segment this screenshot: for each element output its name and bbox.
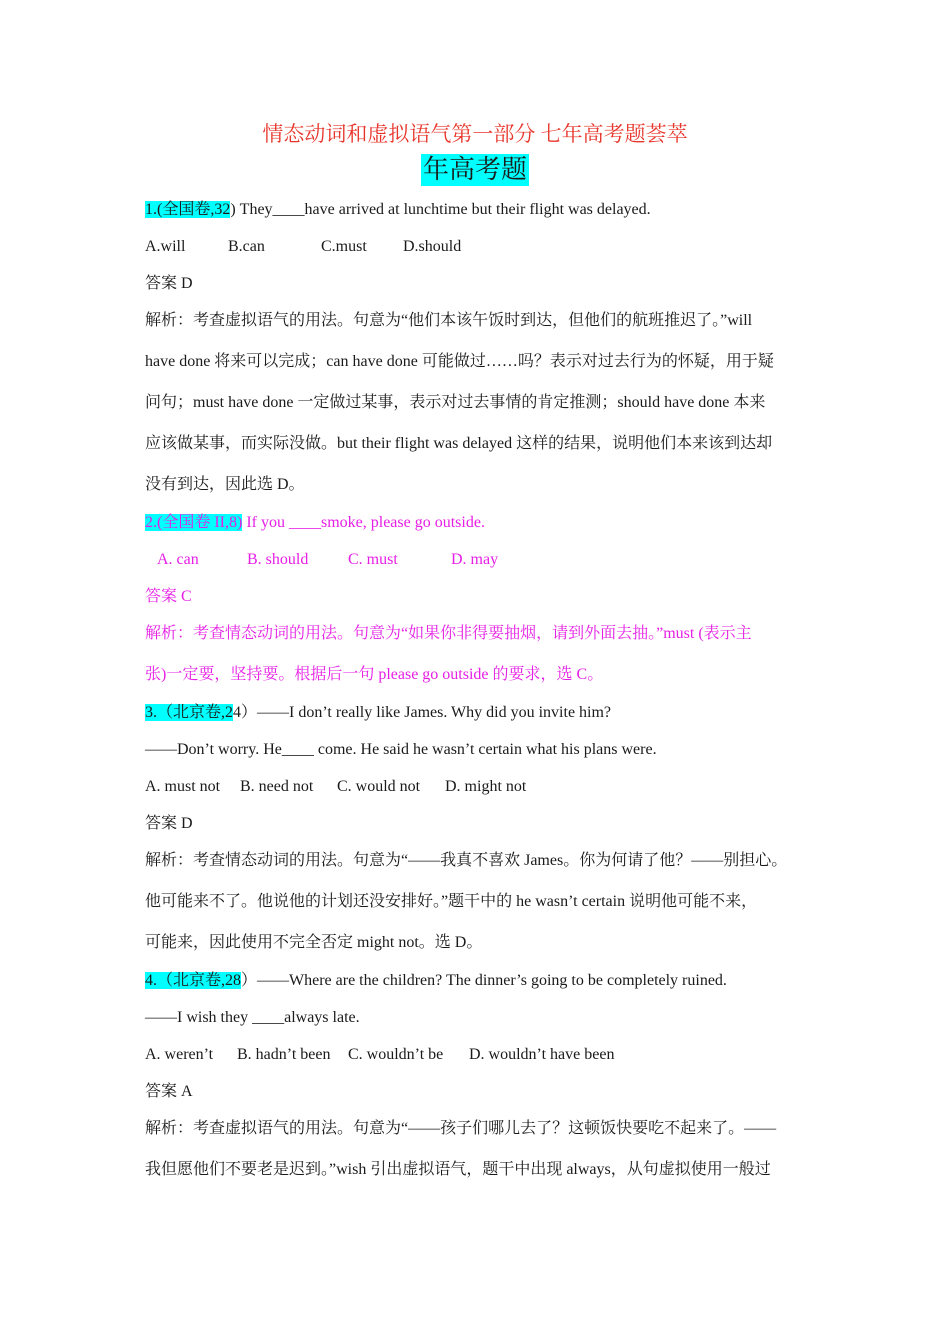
q2-option-d: D. may [451, 551, 499, 568]
q2-analysis-line: 解析：考查情态动词的用法。句意为“如果你非得要抽烟，请到外面去抽。”must (表示主 [145, 625, 752, 642]
q3-stem-line-2: ——Don’t worry. He____ come. He said he wasn’t certain what his plans were. [145, 741, 657, 758]
q3-tag: 3.（北京卷,2 [145, 704, 234, 721]
q3-option-d: D. might not [445, 778, 527, 795]
q3-option-a: A. must not [145, 778, 221, 795]
q3-analysis-line: 可能来，因此使用不完全否定 might not。选 D。 [145, 934, 483, 951]
q3-options [145, 777, 526, 797]
q2-tag: 2.(全国卷 II,8) [145, 514, 243, 531]
q1-analysis-line: have done 将来可以完成；can have done 可能做过……吗？表示对过去行为的怀疑，用于疑 [145, 353, 774, 370]
q3-option-b: B. need not [240, 778, 314, 795]
q1-option-d: D.should [403, 238, 462, 255]
q1-stem-line [145, 200, 651, 220]
q4-analysis-line: 我但愿他们不要老是迟到。”wish 引出虚拟语气，题干中出现 always，从句虚拟使用一般过 [145, 1161, 771, 1178]
q2-options [157, 550, 498, 570]
q4-option-d: D. wouldn’t have been [469, 1046, 615, 1063]
q3-stem-line [145, 703, 611, 723]
q2-option-a: A. can [157, 551, 199, 568]
q4-option-c: C. wouldn’t be [348, 1046, 444, 1063]
q2-option-c: C. must [348, 551, 398, 568]
q1-option-b: B.can [228, 238, 265, 255]
q1-options [145, 237, 461, 257]
q3-option-c: C. would not [337, 778, 421, 795]
q2-stem: If you ____smoke, please go outside. [242, 514, 485, 531]
q4-option-b: B. hadn’t been [237, 1046, 331, 1063]
q3-stem: 4）——I don’t really like James. Why did you invite him? [233, 704, 612, 721]
document-subtitle: 年高考题 [422, 155, 527, 184]
q2-answer: 答案 C [145, 588, 192, 605]
q4-analysis-line: 解析：考查虚拟语气的用法。句意为“——孩子们哪儿去了？这顿饭快要吃不起来了。—— [145, 1120, 777, 1137]
q2-analysis-line: 张)一定要，坚持要。根据后一句 please go outside 的要求，选 C。 [145, 666, 604, 683]
q1-answer: 答案 D [145, 275, 193, 292]
q4-stem-line [145, 971, 727, 991]
q2-option-b: B. should [247, 551, 309, 568]
q1-analysis-line: 问句；must have done 一定做过某事，表示对过去事情的肯定推测；should have done 本来 [145, 394, 766, 411]
q3-analysis-line: 解析：考查情态动词的用法。句意为“——我真不喜欢 James。你为何请了他？——别担心。 [145, 852, 788, 869]
q1-stem: ) They____have arrived at lunchtime but their flight was delayed. [230, 201, 651, 218]
q3-analysis-line: 他可能来不了。他说他的计划还没安排好。”题干中的 he wasn’t certain 说明他可能不来， [145, 893, 758, 910]
q4-options [145, 1045, 614, 1065]
q4-tag: 4.（北京卷,28 [145, 972, 242, 989]
q4-stem-line-2: ——I wish they ____always late. [145, 1009, 360, 1026]
q1-analysis-line: 解析：考查虚拟语气的用法。句意为“他们本该午饭时到达，但他们的航班推迟了。”will [145, 312, 753, 329]
subtitle-container [145, 154, 805, 186]
q4-option-a: A. weren’t [145, 1046, 214, 1063]
q4-stem: ）——Where are the children? The dinner’s going to be completely ruined. [241, 972, 727, 989]
q1-analysis-line: 应该做某事，而实际没做。but their flight was delayed 这样的结果，说明他们本来该到达却 [145, 435, 773, 452]
q4-answer: 答案 A [145, 1083, 193, 1100]
q1-tag: 1.(全国卷,32 [145, 201, 231, 218]
q3-answer: 答案 D [145, 815, 193, 832]
q1-analysis-line: 没有到达，因此选 D。 [145, 476, 305, 493]
q1-option-c: C.must [321, 238, 367, 255]
q1-option-a: A.will [145, 238, 186, 255]
document-title: 情态动词和虚拟语气第一部分 七年高考题荟萃 [262, 122, 688, 146]
q2-stem-line [145, 513, 485, 533]
